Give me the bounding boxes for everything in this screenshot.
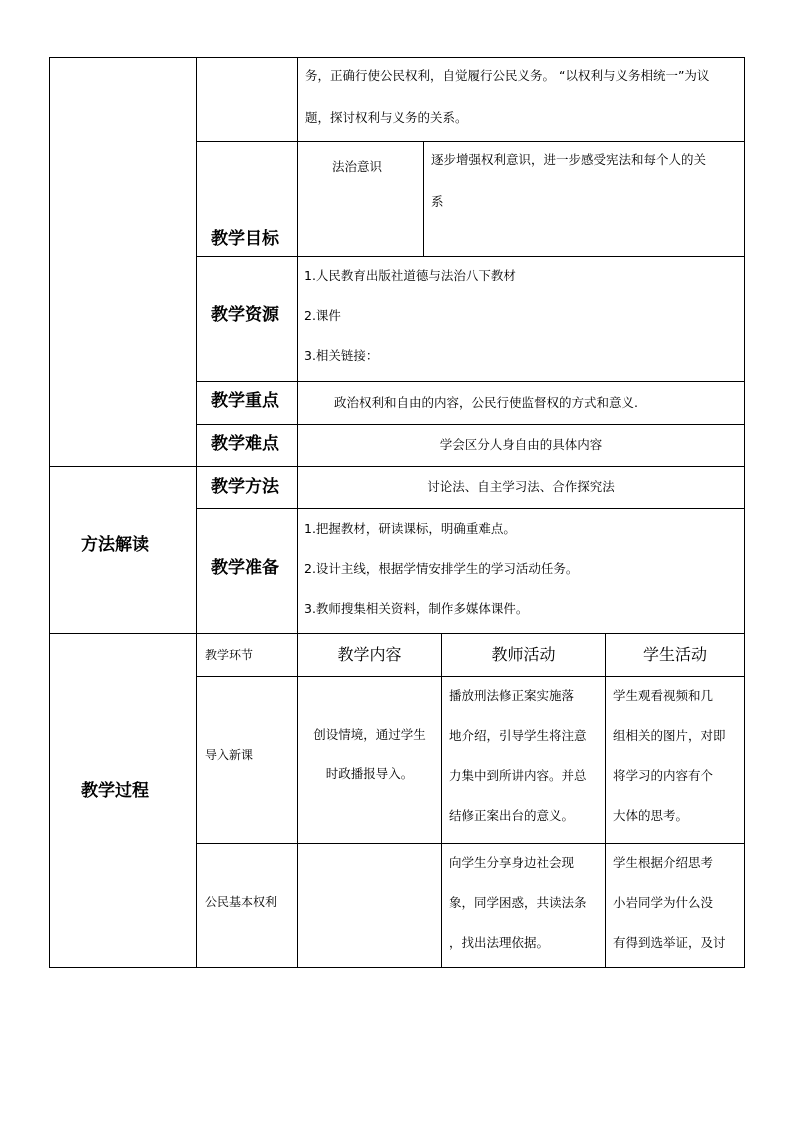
teacher-line: 力集中到所讲内容。并总 (449, 768, 587, 783)
teacher-line: 向学生分享身边社会现 (449, 855, 575, 870)
student-line: 学生根据介绍思考 (613, 855, 714, 870)
student-line: 有得到选举证，及讨 (613, 935, 726, 950)
resources-item-3: 3.相关链接： (304, 348, 379, 363)
method-section-label: 方法解读 (81, 535, 149, 555)
row-divider (196, 843, 745, 844)
section-divider (49, 633, 745, 634)
stage-intro: 导入新课 (205, 748, 254, 762)
goals-cont-line-2: 题，探讨权利与义务的关系。 (305, 110, 468, 125)
prep-heading: 教学准备 (211, 558, 279, 578)
row-divider (196, 256, 745, 257)
student-line: 学生观看视频和几 (613, 688, 714, 703)
process-section-label: 教学过程 (81, 781, 149, 801)
col-header-teacher: 教师活动 (491, 645, 556, 664)
content-line: 时政播报导入。 (325, 766, 414, 781)
key-points-text: 政治权利和自由的内容，公民行使监督权的方式和意义. (334, 395, 638, 410)
student-line: 组相关的图片，对即 (613, 728, 726, 743)
section-divider (49, 466, 745, 467)
row-divider (196, 381, 745, 382)
teacher-line: 结修正案出台的意义。 (449, 808, 575, 823)
goals-sub-label: 法治意识 (332, 159, 383, 174)
table-border-top (49, 57, 745, 58)
methods-text: 讨论法、自主学习法、合作探究法 (427, 479, 615, 494)
difficulties-heading: 教学难点 (211, 434, 279, 454)
difficulties-text: 学会区分人身自由的具体内容 (439, 437, 603, 452)
resources-heading: 教学资源 (211, 305, 279, 325)
column-divider (423, 141, 424, 256)
goals-cont-line-1: 务，正确行使公民权利，自觉履行公民义务。 “以权利与义务相统一”为议 (305, 68, 710, 83)
table-border-left (49, 57, 50, 968)
goals-sub-line-2: 系 (431, 194, 444, 209)
teacher-line: 地介绍，引导学生将注意 (449, 728, 587, 743)
content-line: 创设情境，通过学生 (313, 727, 426, 742)
prep-item-3: 3.教师搜集相关资料，制作多媒体课件。 (304, 601, 529, 616)
teacher-line: 象，同学困惑，共读法条 (449, 895, 587, 910)
key-points-heading: 教学重点 (211, 391, 279, 411)
student-line: 将学习的内容有个 (613, 768, 714, 783)
column-divider (441, 633, 442, 968)
student-line: 小岩同学为什么没 (613, 895, 714, 910)
student-line: 大体的思考。 (613, 808, 689, 823)
col-header-student: 学生活动 (642, 645, 707, 664)
column-divider (196, 57, 197, 968)
row-divider (196, 141, 745, 142)
methods-heading: 教学方法 (211, 477, 279, 497)
goals-heading: 教学目标 (211, 229, 279, 249)
teacher-line: 播放刑法修正案实施落 (449, 688, 575, 703)
teacher-line: ，找出法理依据。 (449, 935, 550, 950)
column-divider (605, 633, 606, 968)
goals-sub-line-1: 逐步增强权利意识，进一步感受宪法和每个人的关 (431, 152, 707, 167)
stage-basic-rights: 公民基本权利 (205, 895, 278, 909)
row-divider (196, 424, 745, 425)
prep-item-2: 2.设计主线，根据学情安排学生的学习活动任务。 (304, 561, 579, 576)
resources-item-2: 2.课件 (304, 308, 341, 323)
row-divider (196, 508, 745, 509)
resources-item-1: 1.人民教育出版社道德与法治八下教材 (304, 268, 516, 283)
table-border-bottom (49, 967, 745, 968)
column-divider (297, 57, 298, 968)
col-header-stage: 教学环节 (205, 648, 254, 662)
row-divider (196, 676, 745, 677)
col-header-content: 教学内容 (337, 645, 402, 664)
prep-item-1: 1.把握教材，研读课标，明确重难点。 (304, 521, 516, 536)
table-border-right (744, 57, 745, 968)
